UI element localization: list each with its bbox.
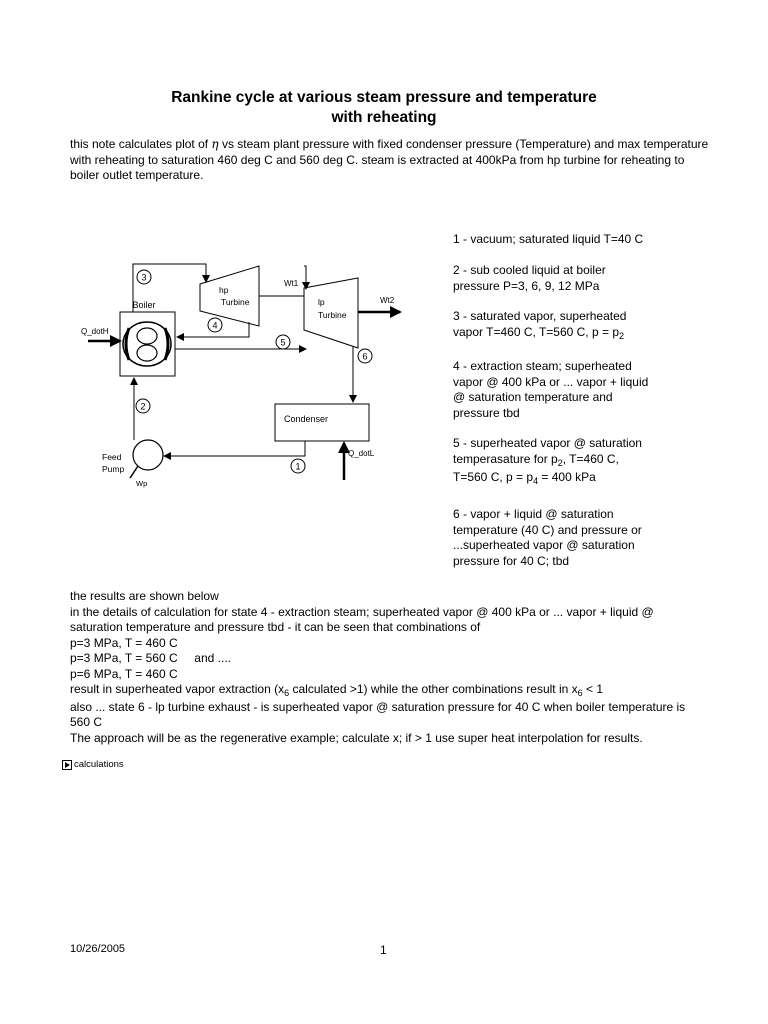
results-line: p=3 MPa, T = 460 C: [70, 635, 178, 650]
svg-text:1: 1: [295, 461, 301, 472]
results-line: also ... state 6 - lp turbine exhaust - is superheated vapor @ saturation pressure for 40 C when boiler temperature is: [70, 699, 686, 714]
intro-text-1: this note calculates plot of: [70, 137, 212, 151]
state-6: 6 - vapor + liquid @ saturation temperature (40 C) and pressure or ...superheated vapor @ saturation pressure for 40 C; tbd: [453, 507, 642, 568]
feed-pump-label-1: Feed: [102, 452, 122, 462]
footer-date: 10/26/2005: [70, 943, 126, 955]
state-2: 2 - sub cooled liquid at boiler pressure P=3, 6, 9, 12 MPa: [453, 263, 606, 293]
svg-text:6: 6: [362, 351, 368, 362]
boiler: [120, 312, 175, 376]
calculations-link[interactable]: [62, 759, 124, 770]
state-4: 4 - extraction steam; superheated vapor @ 400 kPa or ... vapor + liquid @ saturation temperature and pressure tbd: [453, 359, 649, 420]
condenser-label: Condenser: [284, 414, 329, 424]
state-5: 5 - superheated vapor @ saturation temperasature for $p_2$, T=460 C, T=560 C, $p = p_4 = 400$ kPa: [453, 436, 642, 486]
results-line: the results are shown below: [70, 589, 219, 603]
results-line: 560 C: [70, 715, 103, 729]
q-out-label: Q_dotL: [348, 449, 375, 458]
svg-text:3: 3: [141, 272, 147, 283]
svg-text:2: 2: [140, 401, 146, 412]
calculations-label[interactable]: calculations: [74, 759, 124, 770]
w-t1-label: Wt1: [284, 279, 299, 288]
hp-turbine-label-1: hp: [219, 285, 229, 295]
feed-pump-label-2: Pump: [102, 464, 125, 474]
q-in-label: Q_dotH: [81, 327, 109, 336]
lp-turbine-label-1: lp: [318, 297, 325, 307]
state-1: 1 - vacuum; saturated liquid T=40 C: [453, 232, 644, 246]
svg-text:5: 5: [280, 337, 286, 348]
title-line-1: Rankine cycle at various steam pressure and temperature: [171, 89, 597, 106]
hp-turbine: [200, 266, 259, 326]
w-t2-label: Wt2: [380, 296, 395, 305]
svg-text:4: 4: [212, 320, 218, 331]
results-line: in the details of calculation for state 4 - extraction steam; superheated vapor @ 400 kPa or ... vapor + liquid @: [70, 604, 654, 619]
results-line: The approach will be as the regenerative example; calculate x; if > 1 use super heat interpolation for results.: [70, 730, 643, 745]
eta-symbol: η: [211, 137, 219, 151]
results-line: saturation temperature and pressure tbd - it can be seen that combinations of: [70, 620, 481, 634]
title-line-2: with reheating: [331, 109, 437, 126]
results-line: p=3 MPa, T = 560 C and ....: [70, 651, 231, 665]
w-p-label: Wp: [136, 479, 148, 488]
intro-text-2: vs steam plant pressure with fixed condenser pressure (Temperature) and max temperature with reheating to saturation 460 deg C and 560 deg C. steam is extracted at 400kPa from hp turbine for reheating to boiler outlet temperature.: [70, 137, 709, 182]
results-line: p=6 MPa, T = 460 C: [70, 666, 178, 681]
lp-turbine-label-2: Turbine: [318, 310, 347, 320]
page-number: 1: [380, 943, 387, 957]
expand-arrow-icon[interactable]: [62, 760, 72, 770]
boiler-label: Boiler: [132, 300, 156, 310]
page-title: [0, 88, 768, 128]
state-3: 3 - saturated vapor, superheated vapor T=460 C, T=560 C, $p = p_2$: [453, 309, 627, 341]
results-line: result in superheated vapor extraction ($x_6$ calculated >1) while the other combinations result in $x_6 < 1$: [70, 682, 604, 698]
hp-turbine-label-2: Turbine: [221, 297, 250, 307]
results-section: [70, 589, 720, 746]
feed-pump: [133, 440, 163, 470]
rankine-reheat-diagram: [78, 256, 418, 496]
intro-paragraph: [70, 137, 710, 184]
